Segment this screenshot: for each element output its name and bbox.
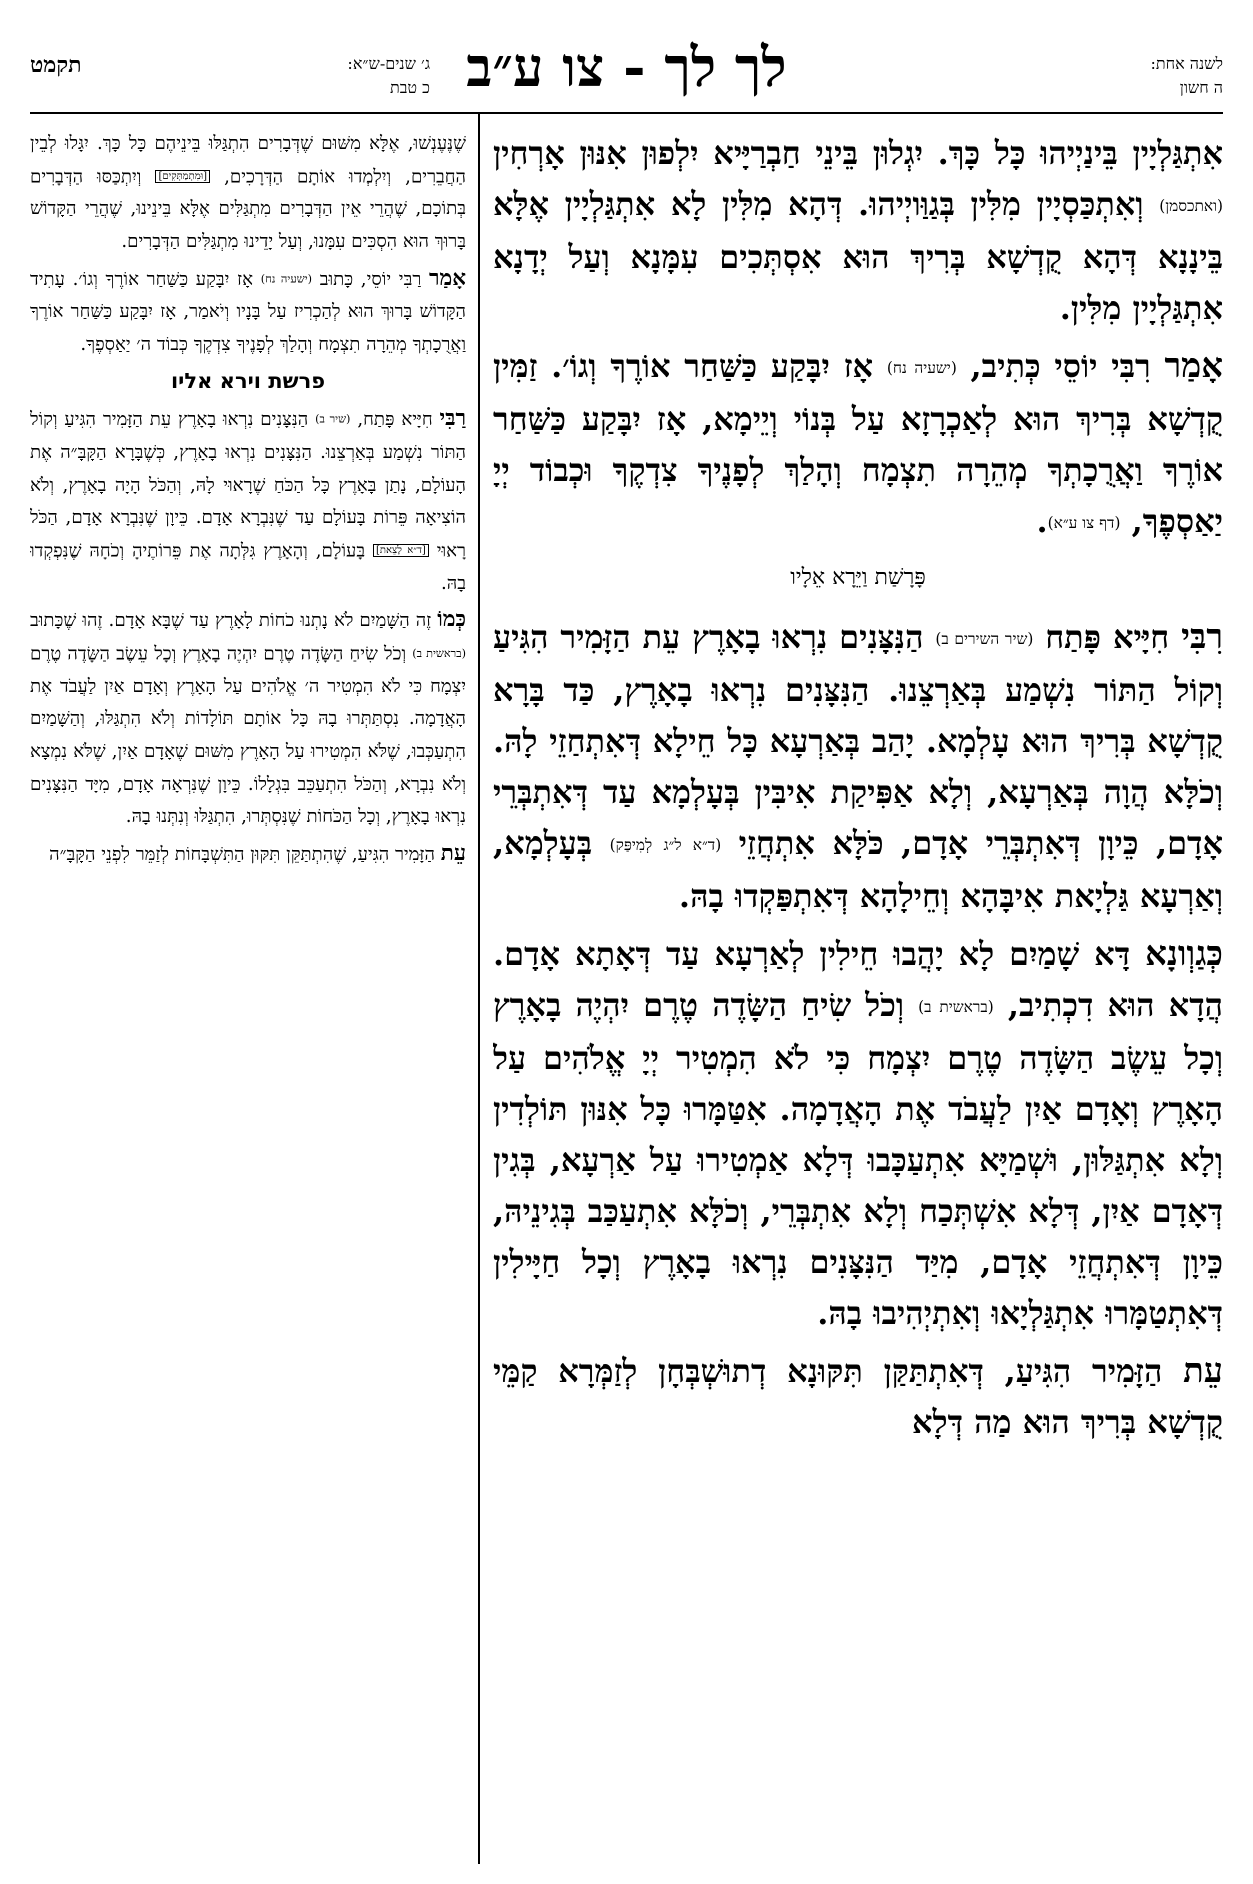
aramaic-main-column <box>493 128 1223 1876</box>
header-right-line2: ה חשון <box>1179 78 1223 97</box>
text-run: שֶׁנֶּעֶנְשׁוּ, אֶלָּא מִשּׁוּם שֶׁדְּבָרִים הִתְגַּלּוּ בֵּינֵיהֶם כָּל כָּךְ. יִגָּלוּ לְבֵין הַחֲבֵרִים, וְיִלְמְדוּ אוֹתָם הַדְּרָכִים, <box>30 133 466 187</box>
page-number: תקמט <box>30 52 82 78</box>
page-title: לך לך - צו ע״ב <box>466 35 787 99</box>
paragraph <box>30 263 466 362</box>
text-run: וְכֹל שִׂיחַ הַשָּׂדֶה טֶרֶם יִהְיֶה בָאָרֶץ וְכָל עֵשֶׂב הַשָּׂדֶה טֶרֶם יִצְמָח כִּי לֹא הִמְטִיר יְיָ אֱלֹהִים עַל הָאָרֶץ וְאָדָם אַיִן לַעֲבֹד אֶת הָאֲדָמָה. אִטַּמָּרוּ כָּל אִנּוּן תּוֹלְדִין וְלָא אִתְגַּלּוּן, וּשְׁמַיָּא אִתְעַכָּבוּ דְּלָא אַמְטִירוּ עַל אַרְעָא, בְּגִין דְּאָדָם אַיִן, דְּלָא אִשְׁתְּכַח וְלָא אִתְבְּרֵי, וְכֹלָּא אִתְעַכַּב בְּגִינֵיהּ, כֵּיוָן דְּאִתְחֲזֵי אָדָם, מִיַּד הַנִּצָּנִים נִרְאוּ בָאָרֶץ וְכָל חַיָּילִין דְּאִתְטַמָּרוּ אִתְגַּלְיָאוּ וְאִתְיְהִיבוּ בָהּ. <box>493 986 1223 1332</box>
text-run: בָּעוֹלָם, וְהָאָרֶץ גִּלְּתָה אֶת פֵּרוֹתֶיהָ וְכֹחָהּ שֶׁנִּפְקְדוּ בָהּ. <box>30 540 466 594</box>
bracket-note: [וּמִתְמַתְּקִים] <box>155 170 210 183</box>
text-run: הַנִּצָּנִים נִרְאוּ בָאָרֶץ עֵת הַזָּמִיר הִגִּיעַ וְקוֹל הַתּוֹר נִשְׁמַע בְּאַרְצֵנוּ. הַנִּצָּנִים נִרְאוּ בָאָרֶץ, כְּשֶׁבָּרָא הַקָּבָּ״ה אֶת הָעוֹלָם, נָתַן בָּאָרֶץ כָּל הַכֹּחַ שֶׁרָאוּי לָהּ, וְהַכֹּל הָיָה בָאָרֶץ, וְלֹא הוֹצִיאָה פֵּרוֹת בָּעוֹלָם עַד שֶׁנִּבְרָא אָדָם. כֵּיוָן שֶׁנִּבְרָא אָדָם, הַכֹּל רָאוּי <box>30 409 466 562</box>
text-run: וְאִתְכַּסְיָין מִלִּין בְּגַוַּויְיהוּ. דְּהָא מִלִּין לָא אִתְגַּלְיָין אֶלָּא בֵּינָנָא דְּהָא קֻדְשָׁא בְּרִיךְ הוּא אִסְתְּכִים עִמָּנָא וְעַל יְדָנָא אִתְגַּלְיָין מִלִּין. <box>493 185 1223 327</box>
header-right-info <box>1073 52 1223 100</box>
paragraph <box>493 128 1223 334</box>
section-heading: פָּרָשַׁת וַיֵּרָא אֵלָיו <box>790 565 926 590</box>
opening-word: עֵת <box>1183 1350 1223 1390</box>
opening-word: עֵת <box>440 840 466 866</box>
header-left-line1: ג׳ שנים-ש״א: <box>347 54 430 73</box>
paragraph <box>493 611 1223 922</box>
paragraph <box>493 928 1223 1339</box>
text-run: אָז יִבָּקַע כַּשַּׁחַר אוֹרֶךָ וְגוֹ׳. עָתִיד הַקָּדוֹשׁ בָּרוּךְ הוּא לְהַכְרִיז עַל בָּנָיו וְיֹאמַר, אָז יִבָּקַע כַּשַּׁחַר אוֹרֶךָ וַאֲרֻכָתְךָ מְהֵרָה תִצְמָח וְהָלַךְ לְפָנֶיךָ צִדְקֶךָ כְּבוֹד ה׳ יַאַסְפֶךָ. <box>30 268 466 355</box>
opening-word: רִבִּי <box>1181 616 1223 656</box>
opening-word: רַבִּי <box>439 406 466 432</box>
verse-reference: (שיר השירים ב) <box>935 630 1034 648</box>
paragraph <box>493 340 1223 549</box>
text-run: דָּא שָׁמַיִם לָא יָהֲבוּ חֵילִין לְאַרְעָא עַד דְּאָתָא אָדָם. הֲדָא הוּא דִכְתִיב, <box>493 935 1223 1024</box>
header-left-line2: כ טבת <box>389 78 430 97</box>
text-run: וְכֹל שִׂיחַ הַשָּׂדֶה טֶרֶם יִהְיֶה בָאָרֶץ וְכָל עֵשֶׂב הַשָּׂדֶה טֶרֶם יִצְמָח כִּי לֹא הִמְטִיר ה׳ אֱלֹהִים עַל הָאָרֶץ וְאָדָם אַיִן לַעֲבֹד אֶת הָאֲדָמָה. נִסְתַּתְּרוּ בָהּ כָּל אוֹתָם תּוֹלָדוֹת וְלֹא הִתְגַּלּוּ, וְהַשָּׁמַיִם הִתְעַכְּבוּ, שֶׁלֹּא הִמְטִירוּ עַל הָאָרֶץ מִשּׁוּם שֶׁאָדָם אַיִן, שֶׁלֹּא נִמְצָא וְלֹא נִבְרָא, וְהַכֹּל הִתְעַכֵּב בִּגְלָלוֹ. כֵּיוָן שֶׁנִּרְאָה אָדָם, מִיָּד הַנִּצָּנִים נִרְאוּ בָאָרֶץ, וְכָל הַכֹּחוֹת שֶׁנִּסְתְּרוּ, הִתְגַּלּוּ וְנִתְּנוּ בָהּ. <box>30 643 466 828</box>
opening-word: אָמַר <box>1164 345 1223 385</box>
page-header <box>30 32 1223 132</box>
paragraph <box>493 1345 1223 1448</box>
text-run: וְיִתְכַּסּוּ הַדְּבָרִים בְּתוֹכָם, שֶׁהֲרֵי אֵין הַדְּבָרִים מִתְגַּלִּים אֶלָּא בֵּינֵינוּ, שֶׁהֲרֵי הַקָּדוֹשׁ בָּרוּךְ הוּא הִסְכִּים עִמָּנוּ, וְעַל יָדֵינוּ מִתְגַּלִּים הַדְּבָרִים. <box>30 165 466 253</box>
verse-reference: (שיר ב) <box>315 413 351 427</box>
text-run: אָז יִבָּקַע כַּשַּׁחַר אוֹרֶךָ וְגוֹ׳. זַמִּין קֻדְשָׁא בְּרִיךְ הוּא לְאַכְרָזָא עַל בְּנוֹי וְיֵימָא, אָז יִבָּקַע כַּשַּׁחַר אוֹרֶךָ וַאֲרֻכָתְךָ מְהֵרָה תִצְמָח וְהָלַךְ לְפָנֶיךָ צִדְקֶךָ וּכְבוֹד יְיָ יַאַסְפֶךָ, <box>493 347 1223 540</box>
paragraph <box>30 838 466 872</box>
verse-reference: (דף צו ע״א) <box>1047 514 1121 532</box>
text-run: אִתְגַּלְיָין בֵּינַיְיהוּ כָּל כָּךְ. יִגְלוּן בֵּינֵי חַבְרַיָּיא יִלְפוּן אִנּוּן אָרְחִין <box>493 134 1223 172</box>
opening-word: כְּגַוְונָא <box>1145 933 1223 973</box>
text-run: חִיָּיא פָּתַח, <box>350 409 440 431</box>
text-run: רִבִּי יוֹסֵי כְּתִיב, <box>956 347 1165 385</box>
section-heading: פרשת וירא אליו <box>170 369 326 394</box>
text-run: הַנִּצָּנִים נִרְאוּ בָאָרֶץ עֵת הַזָּמִיר הִגִּיעַ וְקוֹל הַתּוֹר נִשְׁמַע בְּאַרְצֵנוּ. הַנִּצָּנִים נִרְאוּ בָאָרֶץ, כַּד בָּרָא קֻדְשָׁא בְּרִיךְ הוּא עָלְמָא. יָהַב בְּאַרְעָא כָּל חֵילָא דְּאִתְחַזֵי לָהּ. וְכֹלָּא הֲוָה בְּאַרְעָא, וְלָא אַפִּיקַת אִיבִּין בְּעָלְמָא עַד דְּאִתְבְּרֵי אָדָם, כֵּיוָן דְּאִתְבְּרֵי אָדָם, כֹּלָּא אִתְחֲזֵי <box>493 618 1223 862</box>
opening-word: כְּמוֹ <box>437 607 466 633</box>
paragraph <box>30 128 466 259</box>
text-run: זֶה הַשָּׁמַיִם לֹא נָתְנוּ כֹחוֹת לָאָרֶץ עַד שֶׁבָּא אָדָם. זֶהוּ שֶׁכָּתוּב <box>30 610 438 632</box>
paragraph <box>30 604 466 833</box>
text-run: הַזָּמִיר הִגִּיעַ, דְּאִתְתַּקַּן תִּקּוּנָא דְתוּשְׁבְּחָן לְזַמְּרָא קַמֵּי קֻדְשָׁא בְּרִיךְ הוּא מַה דְּלָא <box>493 1352 1223 1441</box>
verse-reference: (ישעיה נח) <box>260 272 313 286</box>
header-right-line1: לשנה אחת: <box>1150 54 1223 73</box>
verse-reference: (ישעיה נח) <box>886 359 957 377</box>
header-rule <box>30 112 1223 114</box>
verse-reference: (בראשית ב) <box>412 646 466 660</box>
text-run: הַזָּמִיר הִגִּיעַ, שֶׁהִתְתַּקֵּן תִּקּוּן הַתִּשְׁבָּחוֹת לְזַמֵּר לִפְנֵי הַקָּבָּ״ה <box>49 843 441 865</box>
verse-reference: (ואתכסמן) <box>1159 197 1223 215</box>
verse-reference: (בראשית ב) <box>918 998 994 1016</box>
header-left-info <box>30 52 430 100</box>
paragraph <box>30 403 466 600</box>
text-run: בְּעָלְמָא, וְאַרְעָא גַּלְיָאת אִיבָּהָא וְחֵילָהָא דְּאִתְפַּקְדוּ בָהּ. <box>493 824 1223 915</box>
verse-reference: (ד״א ל״ג לְמִיפַּק) <box>609 836 722 854</box>
hebrew-translation-column <box>30 128 466 1876</box>
bracket-note: [ד״א לָצֵאת] <box>373 544 429 557</box>
column-divider <box>478 112 480 1864</box>
text-run: . <box>1036 502 1048 540</box>
text-run: חִיָּיא פָּתַח <box>1033 618 1182 656</box>
opening-word: אָמַר <box>428 265 466 291</box>
text-run: רַבִּי יוֹסֵי, כָּתוּב <box>312 268 429 290</box>
